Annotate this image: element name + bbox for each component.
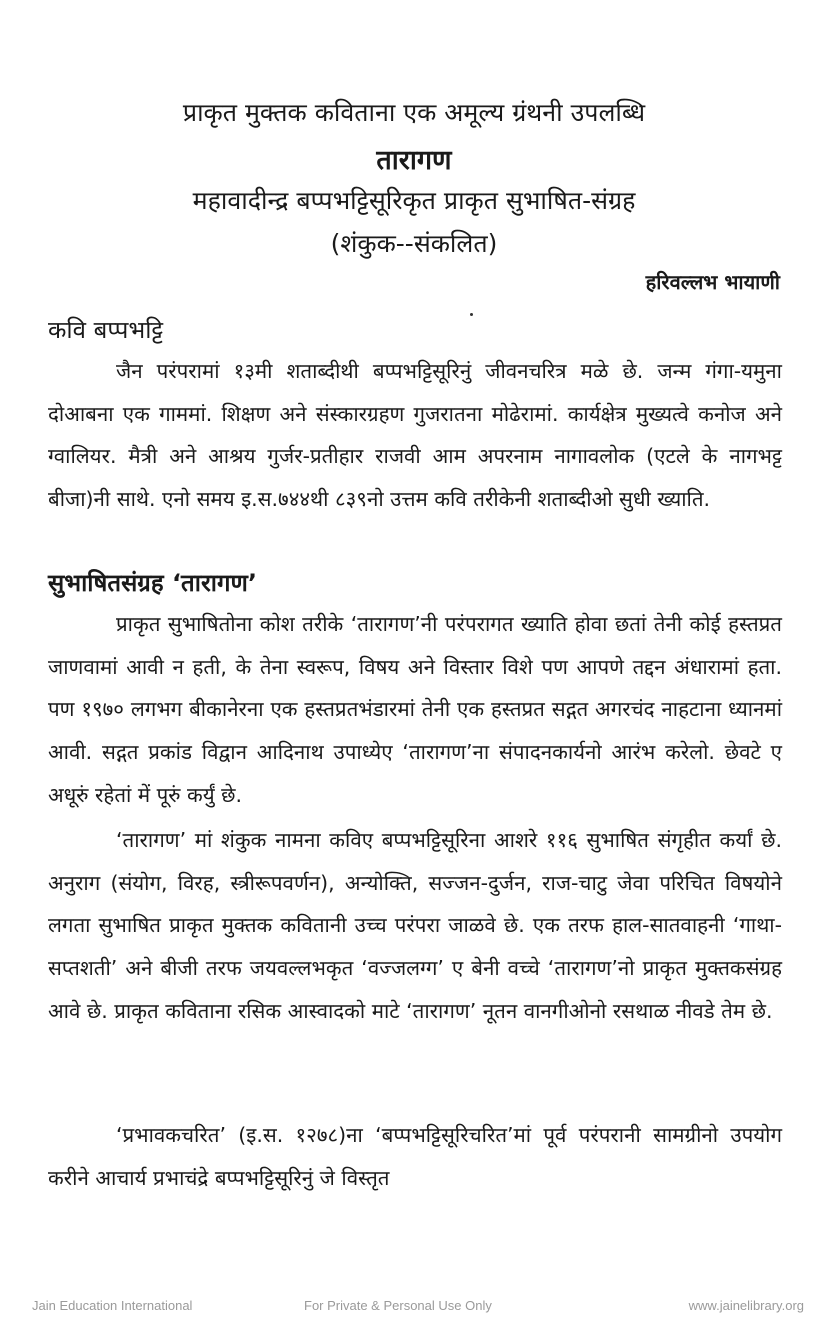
paragraph-poet-bio: जैन परंपरामां १३मी शताब्दीथी बप्पभट्टिसूरिनुं जीवनचरित्र मळे छे. जन्म गंगा-यमुना दोआबना एक गाममां. शिक्षण अने संस्कारग्रहण गुजरातना मोढेरामां. कार्यक्षेत्र मुख्यत्वे कनोज अने ग्वालियर. मैत्री अने आश्रय गुर्जर-प्रतीहार राजवी आम अपरनाम नागावलोक (एटले के नागभट्ट बीजा)नी साथे. एनो समय इ.स.७४४थी ८३९नो उत्तम कवि तरीकेनी शताब्दीओ सुधी ख्याति. [48, 359, 782, 512]
footer-publisher: Jain Education International [32, 1298, 193, 1313]
footer-website: www.jainelibrary.org [688, 1298, 804, 1313]
paragraph-prabhavakacharita: ‘प्रभावकचरित’ (इ.स. १२७८)ना ‘बप्पभट्टिसूरिचरित’मां पूर्व परंपरानी सामग्रीनो उपयोग करीने आचार्य प्रभाचंद्रे बप्पभट्टिसूरिनुं जे विस्तृत [48, 1123, 782, 1190]
footer-usage-note: For Private & Personal Use Only [304, 1298, 492, 1313]
section-heading-collection: सुभाषितसंग्रह ‘तारागण’ [48, 569, 257, 597]
section-heading-poet: कवि बप्पभट्टि [48, 316, 164, 344]
ink-speck [470, 313, 473, 316]
page-title: तारागण [376, 145, 452, 176]
paragraph-manuscript: प्राकृत सुभाषितोना कोश तरीके ‘तारागण’नी परंपरागत ख्याति होवा छतां तेनी कोई हस्तप्रत जाणवामां आवी न हती, के तेना स्वरूप, विषय अने विस्तार विशे पण आपणे तद्दन अंधारामां हता. पण १९७० लगभग बीकानेरना एक हस्तप्रतभंडारमां तेनी एक हस्तप्रत सद्गत अगरचंद नाहटाना ध्यानमां आवी. सद्गत प्रकांड विद्वान आदिनाथ उपाध्येए ‘तारागण’ना संपादनकार्यनो आरंभ करेलो. छेवटे ए अधूरुं रहेतां में पूरुं कर्युं छे. [48, 612, 782, 807]
title-superline: प्राकृत मुक्तक कविताना एक अमूल्य ग्रंथनी उपलब्धि [182, 98, 646, 127]
page-subtitle: महावादीन्द्र बप्पभट्टिसूरिकृत प्राकृत सुभाषित-संग्रह [192, 186, 636, 215]
paragraph-contents: ‘तारागण’ मां शंकुक नामना कविए बप्पभट्टिसूरिना आशरे ११६ सुभाषित संगृहीत कर्यां छे. अनुराग (संयोग, विरह, स्त्रीरूपवर्णन), अन्योक्ति, सज्जन-दुर्जन, राज-चाटु जेवा परिचित विषयोने लगता सुभाषित प्राकृत मुक्तक कवितानी उच्च परंपरा जाळवे छे. एक तरफ हाल-सातवाहनी ‘गाथा-सप्तशती’ अने बीजी तरफ जयवल्लभकृत ‘वज्जलग्ग’ ए बेनी वच्चे ‘तारागण’नो प्राकृत मुक्तकसंग्रह आवे छे. प्राकृत कविताना रसिक आस्वादको माटे ‘तारागण’ नूतन वानगीओनो रसथाळ नीवडे तेम छे. [48, 828, 782, 1023]
compiled-by-line: (शंकुक--संकलित) [330, 229, 498, 258]
author-name: हरिवल्लभ भायाणी [645, 270, 780, 294]
